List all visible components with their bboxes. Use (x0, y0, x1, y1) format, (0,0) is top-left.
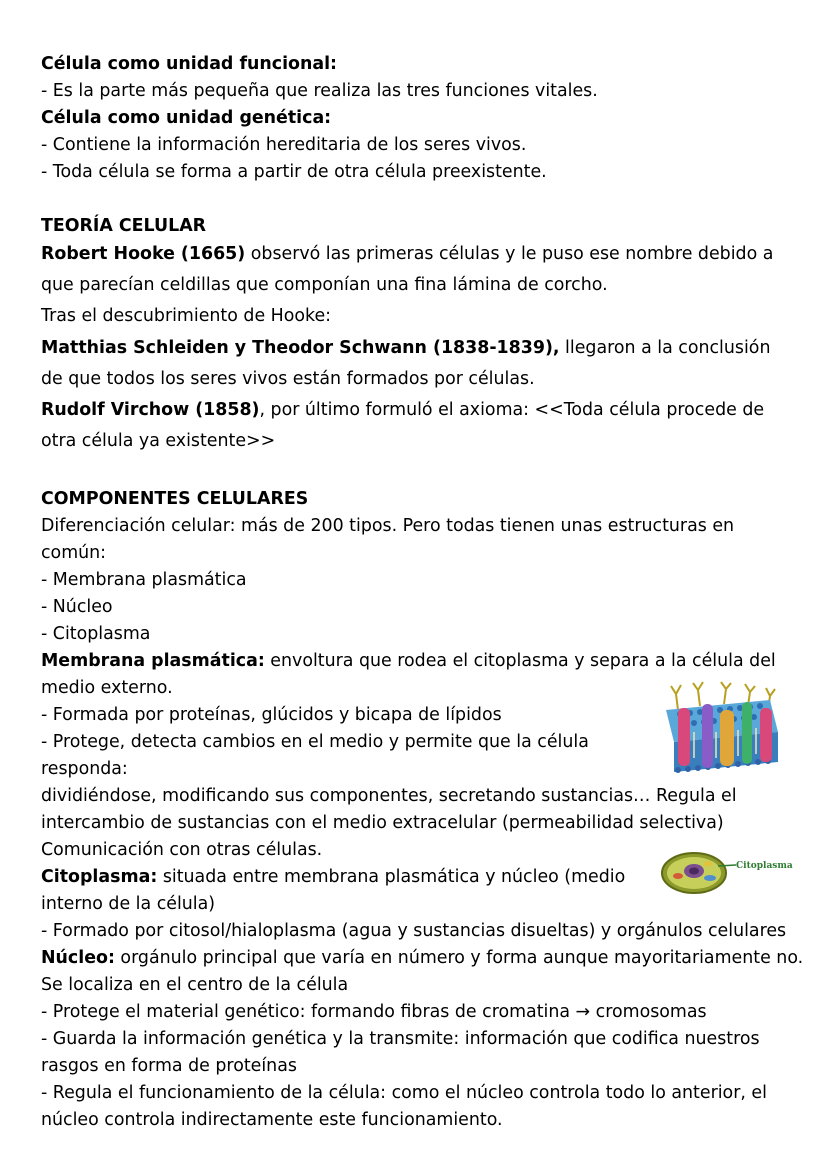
list-item-nucleo: - Núcleo (41, 597, 113, 617)
schleiden-line-1 (41, 337, 770, 359)
functional-heading-line (41, 53, 337, 75)
cell-membrane-illustration (660, 680, 782, 780)
genetic-heading: Célula como unidad genética: (41, 108, 332, 128)
citoplasma-label: Citoplasma: (41, 867, 158, 887)
nucleo-bullet-2: - Guarda la información genética y la transmite: información que codifica nuestros (41, 1029, 760, 1049)
membrana-bullet-1: - Formada por proteínas, glúcidos y bicapa de lípidos (41, 705, 502, 725)
virchow-text-1: , por último formuló el axioma: <<Toda célula procede de (259, 400, 765, 420)
functional-heading: Célula como unidad funcional: (41, 54, 338, 74)
nucleo-line-1 (41, 947, 803, 969)
diff-line-1: Diferenciación celular: más de 200 tipos. Pero todas tienen unas estructuras en (41, 516, 735, 536)
virchow-line-2: otra célula ya existente>> (41, 431, 276, 451)
nucleo-bullet-5: núcleo controla indirectamente este funcionamiento. (41, 1110, 503, 1130)
membrana-text-1: envoltura que rodea el citoplasma y separa a la célula del (264, 651, 776, 671)
citoplasma-line-1 (41, 866, 625, 888)
componentes-heading (41, 488, 308, 510)
nucleo-label: Núcleo: (41, 948, 115, 968)
genetic-line-1: - Contiene la información hereditaria de los seres vivos. (41, 135, 527, 155)
componentes-heading-text: COMPONENTES CELULARES (41, 489, 309, 509)
schleiden-name: Matthias Schleiden y Theodor Schwann (1838-1839), (41, 338, 560, 358)
after-hooke-line: Tras el descubrimiento de Hooke: (41, 306, 332, 326)
functional-line: - Es la parte más pequeña que realiza las tres funciones vitales. (41, 81, 598, 101)
hooke-line-2: que parecían celdillas que componían una fina lámina de corcho. (41, 275, 608, 295)
nucleo-bullet-4: - Regula el funcionamiento de la célula: como el núcleo controla todo lo anterior, el (41, 1083, 767, 1103)
nucleo-text-1: orgánulo principal que varía en número y forma aunque mayoritariamente no. (114, 948, 804, 968)
nucleo-bullet-3: rasgos en forma de proteínas (41, 1056, 297, 1076)
cell-illustration-label: Citoplasma (736, 861, 793, 871)
membrana-line-1 (41, 650, 776, 672)
diff-line-2: común: (41, 543, 107, 563)
genetic-line-2: - Toda célula se forma a partir de otra célula preexistente. (41, 162, 547, 182)
hooke-name: Robert Hooke (1665) (41, 244, 246, 264)
membrana-bullet-4: dividiéndose, modificando sus componentes, secretando sustancias… Regula el (41, 786, 737, 806)
teoria-heading-text: TEORÍA CELULAR (41, 216, 207, 236)
membrana-bullet-6: Comunicación con otras células. (41, 840, 323, 860)
nucleo-line-2: Se localiza en el centro de la célula (41, 975, 349, 995)
genetic-heading-line (41, 107, 331, 129)
membrana-bullet-2: - Protege, detecta cambios en el medio y permite que la célula (41, 732, 589, 752)
virchow-line-1 (41, 399, 764, 421)
list-item-membrana: - Membrana plasmática (41, 570, 247, 590)
nucleo-bullet-1: - Protege el material genético: formando fibras de cromatina → cromosomas (41, 1002, 707, 1022)
virchow-name: Rudolf Virchow (1858) (41, 400, 260, 420)
membrana-line-2: medio externo. (41, 678, 173, 698)
citoplasma-bullet-1: - Formado por citosol/hialoplasma (agua y sustancias disueltas) y orgánulos celulares (41, 921, 787, 941)
citoplasma-text-1: situada entre membrana plasmática y núcleo (medio (157, 867, 626, 887)
teoria-heading (41, 215, 206, 237)
membrana-bullet-3: responda: (41, 759, 128, 779)
membrana-bullet-5: intercambio de sustancias con el medio extracelular (permeabilidad selectiva) (41, 813, 724, 833)
citoplasma-line-2: interno de la célula) (41, 894, 216, 914)
hooke-text-1: observó las primeras células y le puso ese nombre debido a (245, 244, 774, 264)
cell-illustration (660, 848, 800, 896)
hooke-line-1 (41, 243, 773, 265)
membrana-label: Membrana plasmática: (41, 651, 265, 671)
schleiden-text-1: llegaron a la conclusión (559, 338, 771, 358)
list-item-citoplasma: - Citoplasma (41, 624, 151, 644)
schleiden-line-2: de que todos los seres vivos están formados por células. (41, 369, 535, 389)
